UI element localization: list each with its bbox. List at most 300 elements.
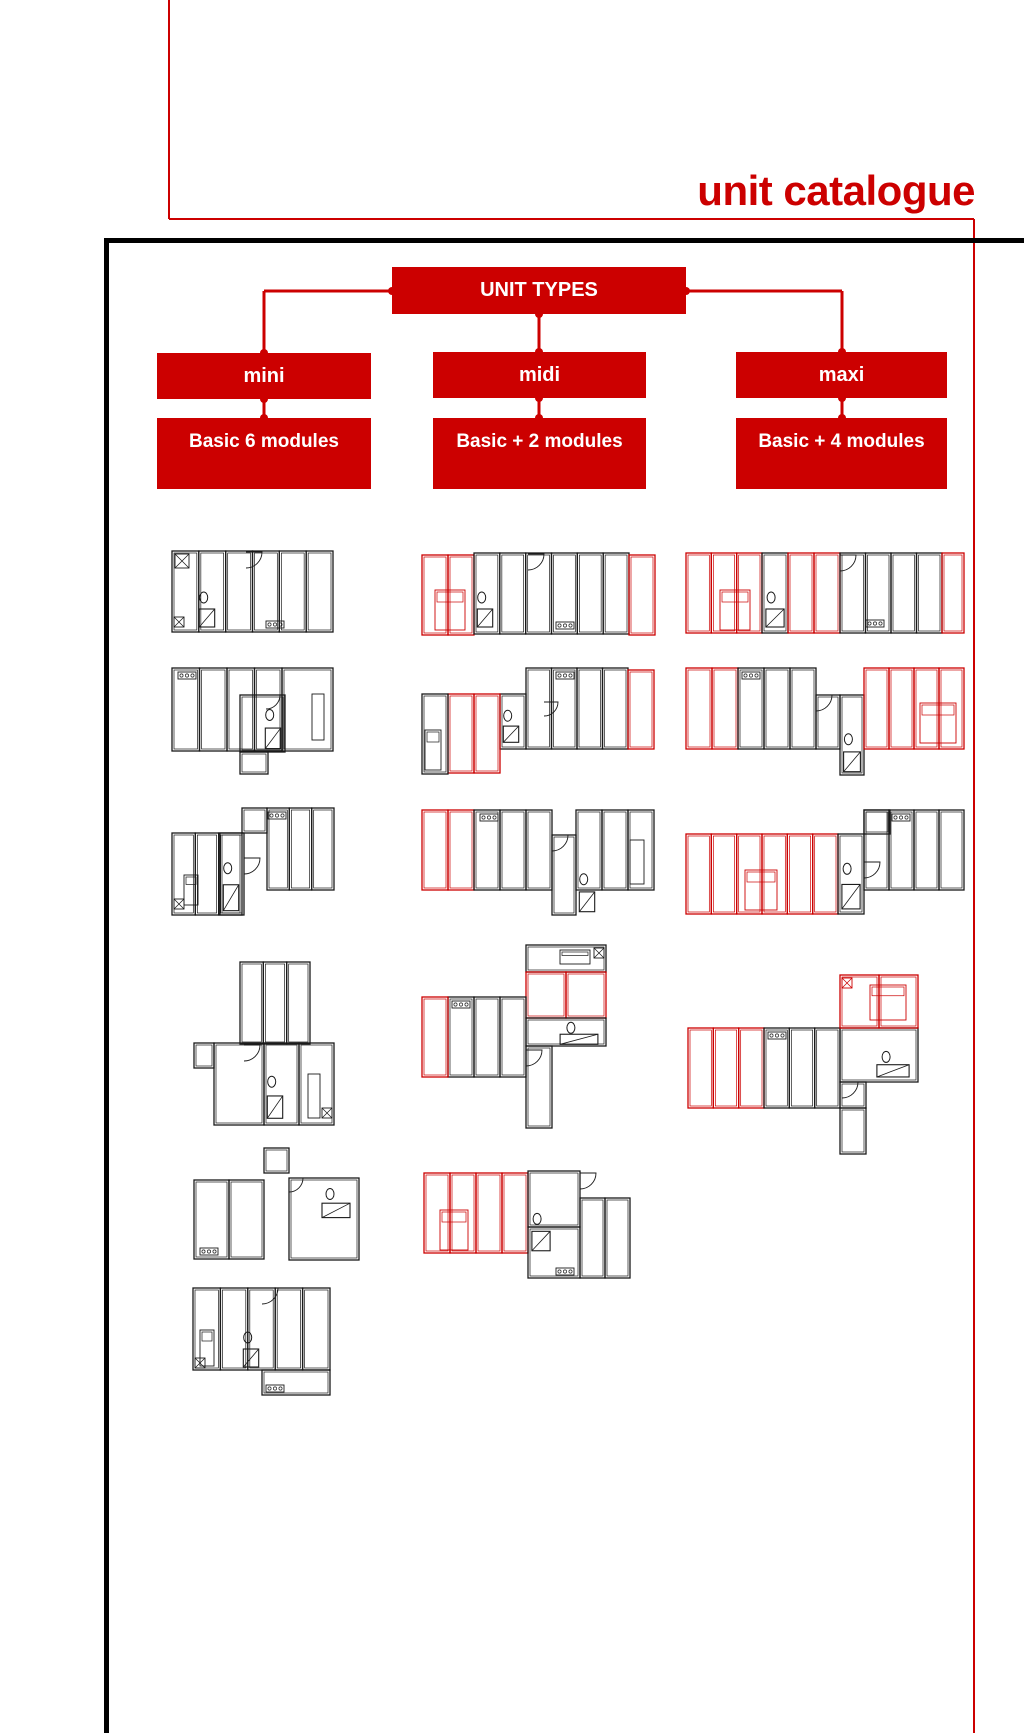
plan-module xyxy=(448,810,474,890)
unit-types-box: UNIT TYPES xyxy=(392,267,686,314)
hob-ring xyxy=(879,622,882,625)
plan-module xyxy=(227,668,255,751)
plan-module-inner xyxy=(817,1030,838,1106)
shower-diagonal xyxy=(322,1203,350,1217)
plan-module-inner xyxy=(281,553,304,630)
bed-symbol xyxy=(745,870,777,910)
plan-module xyxy=(303,1288,330,1370)
plan-module xyxy=(686,834,711,914)
plan-module-inner xyxy=(741,1030,762,1106)
plan-module xyxy=(242,808,267,833)
plan-module xyxy=(450,1173,476,1253)
mini-plan-5 xyxy=(194,1148,359,1260)
plan-module-inner xyxy=(866,812,888,832)
plan-module-inner xyxy=(714,670,736,747)
toilet-symbol xyxy=(224,863,232,874)
plan-module-inner xyxy=(582,1200,603,1276)
plan-module xyxy=(737,834,762,914)
plan-module xyxy=(889,810,914,890)
maxi-plan-3 xyxy=(686,810,964,914)
plan-module-inner xyxy=(690,1030,711,1106)
plan-module xyxy=(194,1043,214,1068)
toilet-symbol xyxy=(844,734,852,745)
plan-module-inner xyxy=(790,555,812,631)
plan-module xyxy=(500,553,526,634)
hob-ring xyxy=(558,624,561,627)
plan-module xyxy=(476,1173,502,1253)
plan-module xyxy=(264,1148,289,1173)
hob-ring xyxy=(213,1250,216,1253)
plan-module-inner xyxy=(554,837,574,913)
plan-module-inner xyxy=(424,812,446,888)
plan-module-inner xyxy=(244,810,265,831)
toilet-symbol xyxy=(882,1051,890,1062)
plan-module-inner xyxy=(242,964,261,1042)
shower-diagonal xyxy=(267,1096,282,1118)
plan-module-inner xyxy=(277,1290,300,1368)
plan-module xyxy=(738,668,764,749)
plan-module-inner xyxy=(579,670,601,747)
plan-module-inner xyxy=(840,836,862,912)
bed-pillow xyxy=(562,952,588,956)
plan-module xyxy=(815,1028,840,1108)
plan-module xyxy=(789,1028,814,1108)
hob-symbol xyxy=(742,672,760,679)
plan-module xyxy=(200,668,228,751)
plan-module-inner xyxy=(815,836,836,912)
midi-plan-5 xyxy=(424,1171,630,1278)
hob-ring xyxy=(180,674,183,677)
hob-ring xyxy=(454,1003,457,1006)
plan-module-inner xyxy=(229,670,253,749)
plan-module xyxy=(914,668,939,749)
shower-diagonal xyxy=(503,726,518,742)
plan-module-inner xyxy=(450,696,472,771)
plan-module-inner xyxy=(916,670,937,747)
toilet-symbol xyxy=(326,1189,334,1200)
plan-module xyxy=(566,972,606,1018)
plan-module-inner xyxy=(688,836,709,912)
plan-module-inner xyxy=(605,555,627,632)
shower-diagonal xyxy=(579,892,594,912)
mini-plan-3 xyxy=(172,808,334,915)
plan-module-inner xyxy=(201,553,224,630)
bed-symbol xyxy=(440,1210,468,1250)
plan-module xyxy=(605,1198,630,1278)
plan-module xyxy=(240,962,263,1044)
plan-module-inner xyxy=(265,964,284,1042)
plan-module-inner xyxy=(502,696,524,747)
shower-diagonal xyxy=(199,609,214,627)
hob-ring xyxy=(493,816,496,819)
hob-symbol xyxy=(266,1385,284,1392)
plan-module-inner xyxy=(713,836,734,912)
plan-module xyxy=(282,668,333,751)
plan-module xyxy=(686,553,711,633)
plan-module-inner xyxy=(266,1150,287,1171)
hob-ring xyxy=(569,624,572,627)
plan-module xyxy=(939,810,964,890)
toilet-symbol xyxy=(567,1022,575,1033)
plan-module-inner xyxy=(881,977,916,1026)
black-frame-top xyxy=(104,238,1024,243)
plan-module-inner xyxy=(816,555,838,631)
plan-module-inner xyxy=(866,812,887,888)
mini-plan-2 xyxy=(172,668,333,774)
shower-diagonal xyxy=(877,1065,909,1077)
door-swing xyxy=(528,554,544,570)
hob-symbol xyxy=(556,672,574,679)
maxi-plan-1 xyxy=(686,553,964,633)
hob-ring xyxy=(905,816,908,819)
plan-module-inner xyxy=(818,697,838,747)
toilet-symbol xyxy=(504,710,512,721)
plan-module xyxy=(422,810,448,890)
midi-plan-3 xyxy=(422,810,654,915)
plan-module-inner xyxy=(842,1084,864,1106)
bed-symbol xyxy=(425,730,441,770)
shower-diagonal xyxy=(766,609,784,627)
plan-module-inner xyxy=(476,696,498,771)
plan-module xyxy=(914,810,939,890)
plan-module-inner xyxy=(450,557,472,633)
hob-ring xyxy=(873,622,876,625)
bed-symbol xyxy=(870,985,906,1020)
plan-module xyxy=(299,1043,334,1125)
plan-module-inner xyxy=(791,1030,812,1106)
plan-module-inner xyxy=(766,1030,787,1106)
plan-module-inner xyxy=(941,812,962,888)
plan-module xyxy=(474,810,500,890)
plan-module xyxy=(764,668,790,749)
plan-module xyxy=(688,1028,713,1108)
plan-module xyxy=(603,668,629,749)
plan-module xyxy=(603,553,629,634)
plan-module xyxy=(942,553,964,633)
plan-module xyxy=(279,551,306,632)
hob-ring xyxy=(185,674,188,677)
door-swing xyxy=(526,1050,542,1066)
toilet-symbol xyxy=(767,592,775,603)
shower-diagonal xyxy=(223,885,238,911)
plan-module xyxy=(264,1043,299,1125)
plan-module xyxy=(917,553,943,633)
hob-symbol xyxy=(892,814,910,821)
plan-module-inner xyxy=(842,1030,916,1080)
hob-ring xyxy=(770,1034,773,1037)
hob-ring xyxy=(465,1003,468,1006)
plan-module-inner xyxy=(450,999,472,1075)
toilet-symbol xyxy=(580,874,588,885)
plan-module xyxy=(240,695,285,752)
plan-module-inner xyxy=(766,670,788,747)
door-swing xyxy=(552,835,568,851)
plan-module xyxy=(602,810,628,890)
hob-ring xyxy=(270,814,273,817)
hob-ring xyxy=(894,816,897,819)
plan-module-inner xyxy=(715,1030,736,1106)
plan-module xyxy=(226,551,253,632)
maxi-plan-4 xyxy=(688,975,918,1154)
plan-module xyxy=(424,1173,450,1253)
plan-module xyxy=(275,1288,302,1370)
bed-pillow xyxy=(442,1212,466,1222)
plan-module-inner xyxy=(291,810,309,888)
plan-module-inner xyxy=(197,835,216,913)
plan-module xyxy=(552,835,576,915)
plan-module-inner xyxy=(578,812,600,888)
mini-plan-1 xyxy=(172,551,333,632)
hob-ring xyxy=(275,814,278,817)
plan-module xyxy=(628,810,654,890)
plan-module-inner xyxy=(941,670,962,747)
plan-module xyxy=(864,810,890,834)
plan-module xyxy=(172,551,199,632)
plan-module xyxy=(199,551,226,632)
plan-module xyxy=(500,694,526,749)
hob-ring xyxy=(268,1387,271,1390)
hob-ring xyxy=(569,674,572,677)
plan-module xyxy=(739,1028,764,1108)
plan-module xyxy=(713,1028,738,1108)
plan-module xyxy=(263,962,286,1044)
plan-module xyxy=(526,1018,606,1046)
plan-module-inner xyxy=(630,672,652,747)
plan-module xyxy=(448,694,474,773)
plan-module-inner xyxy=(764,555,786,631)
plan-module xyxy=(262,1370,330,1395)
plan-module-inner xyxy=(305,1290,328,1368)
bath-tub xyxy=(630,840,644,884)
plan-module-inner xyxy=(450,812,472,888)
plan-module xyxy=(526,810,552,890)
hob-ring xyxy=(899,816,902,819)
plan-module xyxy=(474,553,500,634)
hob-ring xyxy=(563,674,566,677)
plan-module xyxy=(788,553,814,633)
plan-module xyxy=(526,553,552,634)
plan-module xyxy=(764,1028,789,1108)
toilet-symbol xyxy=(268,1076,276,1087)
plan-module xyxy=(526,972,566,1018)
page-title: unit catalogue xyxy=(697,167,975,214)
plan-module-inner xyxy=(916,812,937,888)
plan-module-inner xyxy=(528,1020,604,1044)
hob-ring xyxy=(281,814,284,817)
plan-module xyxy=(840,1028,918,1082)
maxi-plan-2 xyxy=(686,668,964,775)
plan-module-inner xyxy=(739,836,760,912)
door-swing xyxy=(580,1173,596,1189)
plan-module-inner xyxy=(842,1110,864,1152)
plan-module xyxy=(500,810,526,890)
plan-module-inner xyxy=(789,836,810,912)
plan-module-inner xyxy=(604,812,626,888)
toilet-symbol xyxy=(533,1213,541,1224)
bath-tub xyxy=(312,694,324,740)
plan-module-inner xyxy=(202,670,226,749)
plan-module-inner xyxy=(688,555,709,631)
plan-module-inner xyxy=(476,812,498,888)
hob-symbol xyxy=(768,1032,786,1039)
plan-module xyxy=(312,808,334,890)
plan-module-inner xyxy=(528,947,604,970)
mini-plan-6 xyxy=(193,1288,330,1395)
plan-module-inner xyxy=(919,555,941,631)
plan-module-inner xyxy=(893,555,915,631)
plan-module-inner xyxy=(502,999,524,1075)
plan-module xyxy=(866,553,892,633)
hob-ring xyxy=(775,1034,778,1037)
plan-module xyxy=(577,668,603,749)
plan-module-inner xyxy=(502,812,524,888)
hob-ring xyxy=(482,816,485,819)
plan-module-inner xyxy=(242,754,266,772)
plan-module-inner xyxy=(688,670,710,747)
plan-module xyxy=(711,553,736,633)
plan-module xyxy=(814,553,840,633)
hob-ring xyxy=(781,1034,784,1037)
hob-symbol xyxy=(866,620,884,627)
hob-ring xyxy=(191,674,194,677)
plan-module xyxy=(422,997,448,1077)
type-box-mini: mini xyxy=(157,353,371,399)
plan-module-inner xyxy=(739,555,760,631)
plan-module xyxy=(580,1198,605,1278)
plan-module-inner xyxy=(266,1045,297,1123)
hob-symbol xyxy=(480,814,498,821)
shower-diagonal xyxy=(265,728,280,749)
hob-ring xyxy=(268,623,271,626)
toilet-symbol xyxy=(478,592,486,603)
midi-plan-2 xyxy=(422,668,654,774)
plan-module-inner xyxy=(452,1175,474,1251)
plan-module-inner xyxy=(554,555,576,632)
bed-pillow xyxy=(427,732,439,742)
plan-module xyxy=(629,555,655,635)
plan-module-inner xyxy=(630,812,652,888)
plan-module-inner xyxy=(607,1200,628,1276)
midi-plan-1 xyxy=(422,553,655,635)
plan-module xyxy=(448,555,474,635)
door-swing xyxy=(864,862,880,878)
hob-ring xyxy=(558,1270,561,1273)
hob-symbol xyxy=(178,672,196,679)
plan-module xyxy=(526,1046,552,1128)
shower-diagonal xyxy=(844,752,861,772)
hob-ring xyxy=(563,624,566,627)
plan-module-inner xyxy=(269,810,287,888)
plan-module-inner xyxy=(528,670,550,747)
plan-module-inner xyxy=(308,553,331,630)
plan-module xyxy=(528,1227,580,1278)
hob-symbol xyxy=(200,1248,218,1255)
plan-module-inner xyxy=(502,555,524,632)
hob-symbol xyxy=(452,1001,470,1008)
plan-module-inner xyxy=(301,1045,332,1123)
plan-module xyxy=(840,1108,866,1154)
plan-module xyxy=(502,1173,528,1253)
plan-module xyxy=(790,668,816,749)
plan-module xyxy=(889,668,914,749)
hob-ring xyxy=(459,1003,462,1006)
hob-ring xyxy=(558,674,561,677)
hob-ring xyxy=(563,1270,566,1273)
bath-tub xyxy=(308,1074,320,1118)
plan-module xyxy=(474,694,500,773)
plan-module xyxy=(577,553,603,634)
plan-module-inner xyxy=(605,670,627,747)
modules-box-midi: Basic + 2 modules xyxy=(433,418,646,489)
plan-module-inner xyxy=(478,1175,500,1251)
plan-module-inner xyxy=(713,555,734,631)
hob-symbol xyxy=(268,812,286,819)
plan-module-inner xyxy=(528,812,550,888)
door-swing xyxy=(842,1082,858,1098)
plan-module-inner xyxy=(842,555,864,631)
plan-module xyxy=(552,668,578,749)
plan-module xyxy=(253,551,280,632)
plan-module-inner xyxy=(530,1229,578,1276)
plan-module-inner xyxy=(242,697,283,750)
hob-ring xyxy=(273,623,276,626)
plan-module xyxy=(813,834,838,914)
plan-module xyxy=(891,553,917,633)
plan-module xyxy=(528,1171,580,1227)
plan-module-inner xyxy=(740,670,762,747)
floor-plans xyxy=(172,551,964,1395)
plan-module xyxy=(864,668,889,749)
shower-diagonal xyxy=(477,609,492,627)
plan-module xyxy=(448,997,474,1077)
hob-symbol xyxy=(556,622,574,629)
plan-module xyxy=(422,694,448,774)
plan-module-inner xyxy=(891,812,912,888)
hob-symbol xyxy=(556,1268,574,1275)
plan-module-inner xyxy=(231,1182,262,1257)
bed-pillow xyxy=(202,1332,212,1341)
door-swing xyxy=(246,552,262,568)
plan-module-inner xyxy=(631,557,653,633)
door-swing xyxy=(840,555,856,571)
plan-module-inner xyxy=(289,964,308,1042)
type-box-midi: midi xyxy=(433,352,646,398)
plan-module xyxy=(526,668,552,749)
plan-module-inner xyxy=(866,670,887,747)
hob-ring xyxy=(868,622,871,625)
plan-module xyxy=(229,1180,264,1259)
plan-module-inner xyxy=(792,670,814,747)
hob-ring xyxy=(487,816,490,819)
modules-box-maxi: Basic + 4 modules xyxy=(736,418,947,489)
toilet-symbol xyxy=(266,709,274,720)
plan-module-inner xyxy=(228,553,251,630)
plan-module xyxy=(500,997,526,1077)
mini-plan-4 xyxy=(194,962,334,1125)
plan-module-inner xyxy=(426,1175,448,1251)
hob-ring xyxy=(744,674,747,677)
plan-module xyxy=(287,962,310,1044)
plan-module xyxy=(711,834,736,914)
shower-diagonal xyxy=(842,884,860,908)
hob-ring xyxy=(207,1250,210,1253)
plan-module-inner xyxy=(314,810,332,888)
plan-module-inner xyxy=(530,1173,578,1225)
plan-module xyxy=(474,997,500,1077)
bed-symbol xyxy=(920,703,956,743)
modules-box-mini: Basic 6 modules xyxy=(157,418,371,489)
plan-module xyxy=(628,670,654,749)
